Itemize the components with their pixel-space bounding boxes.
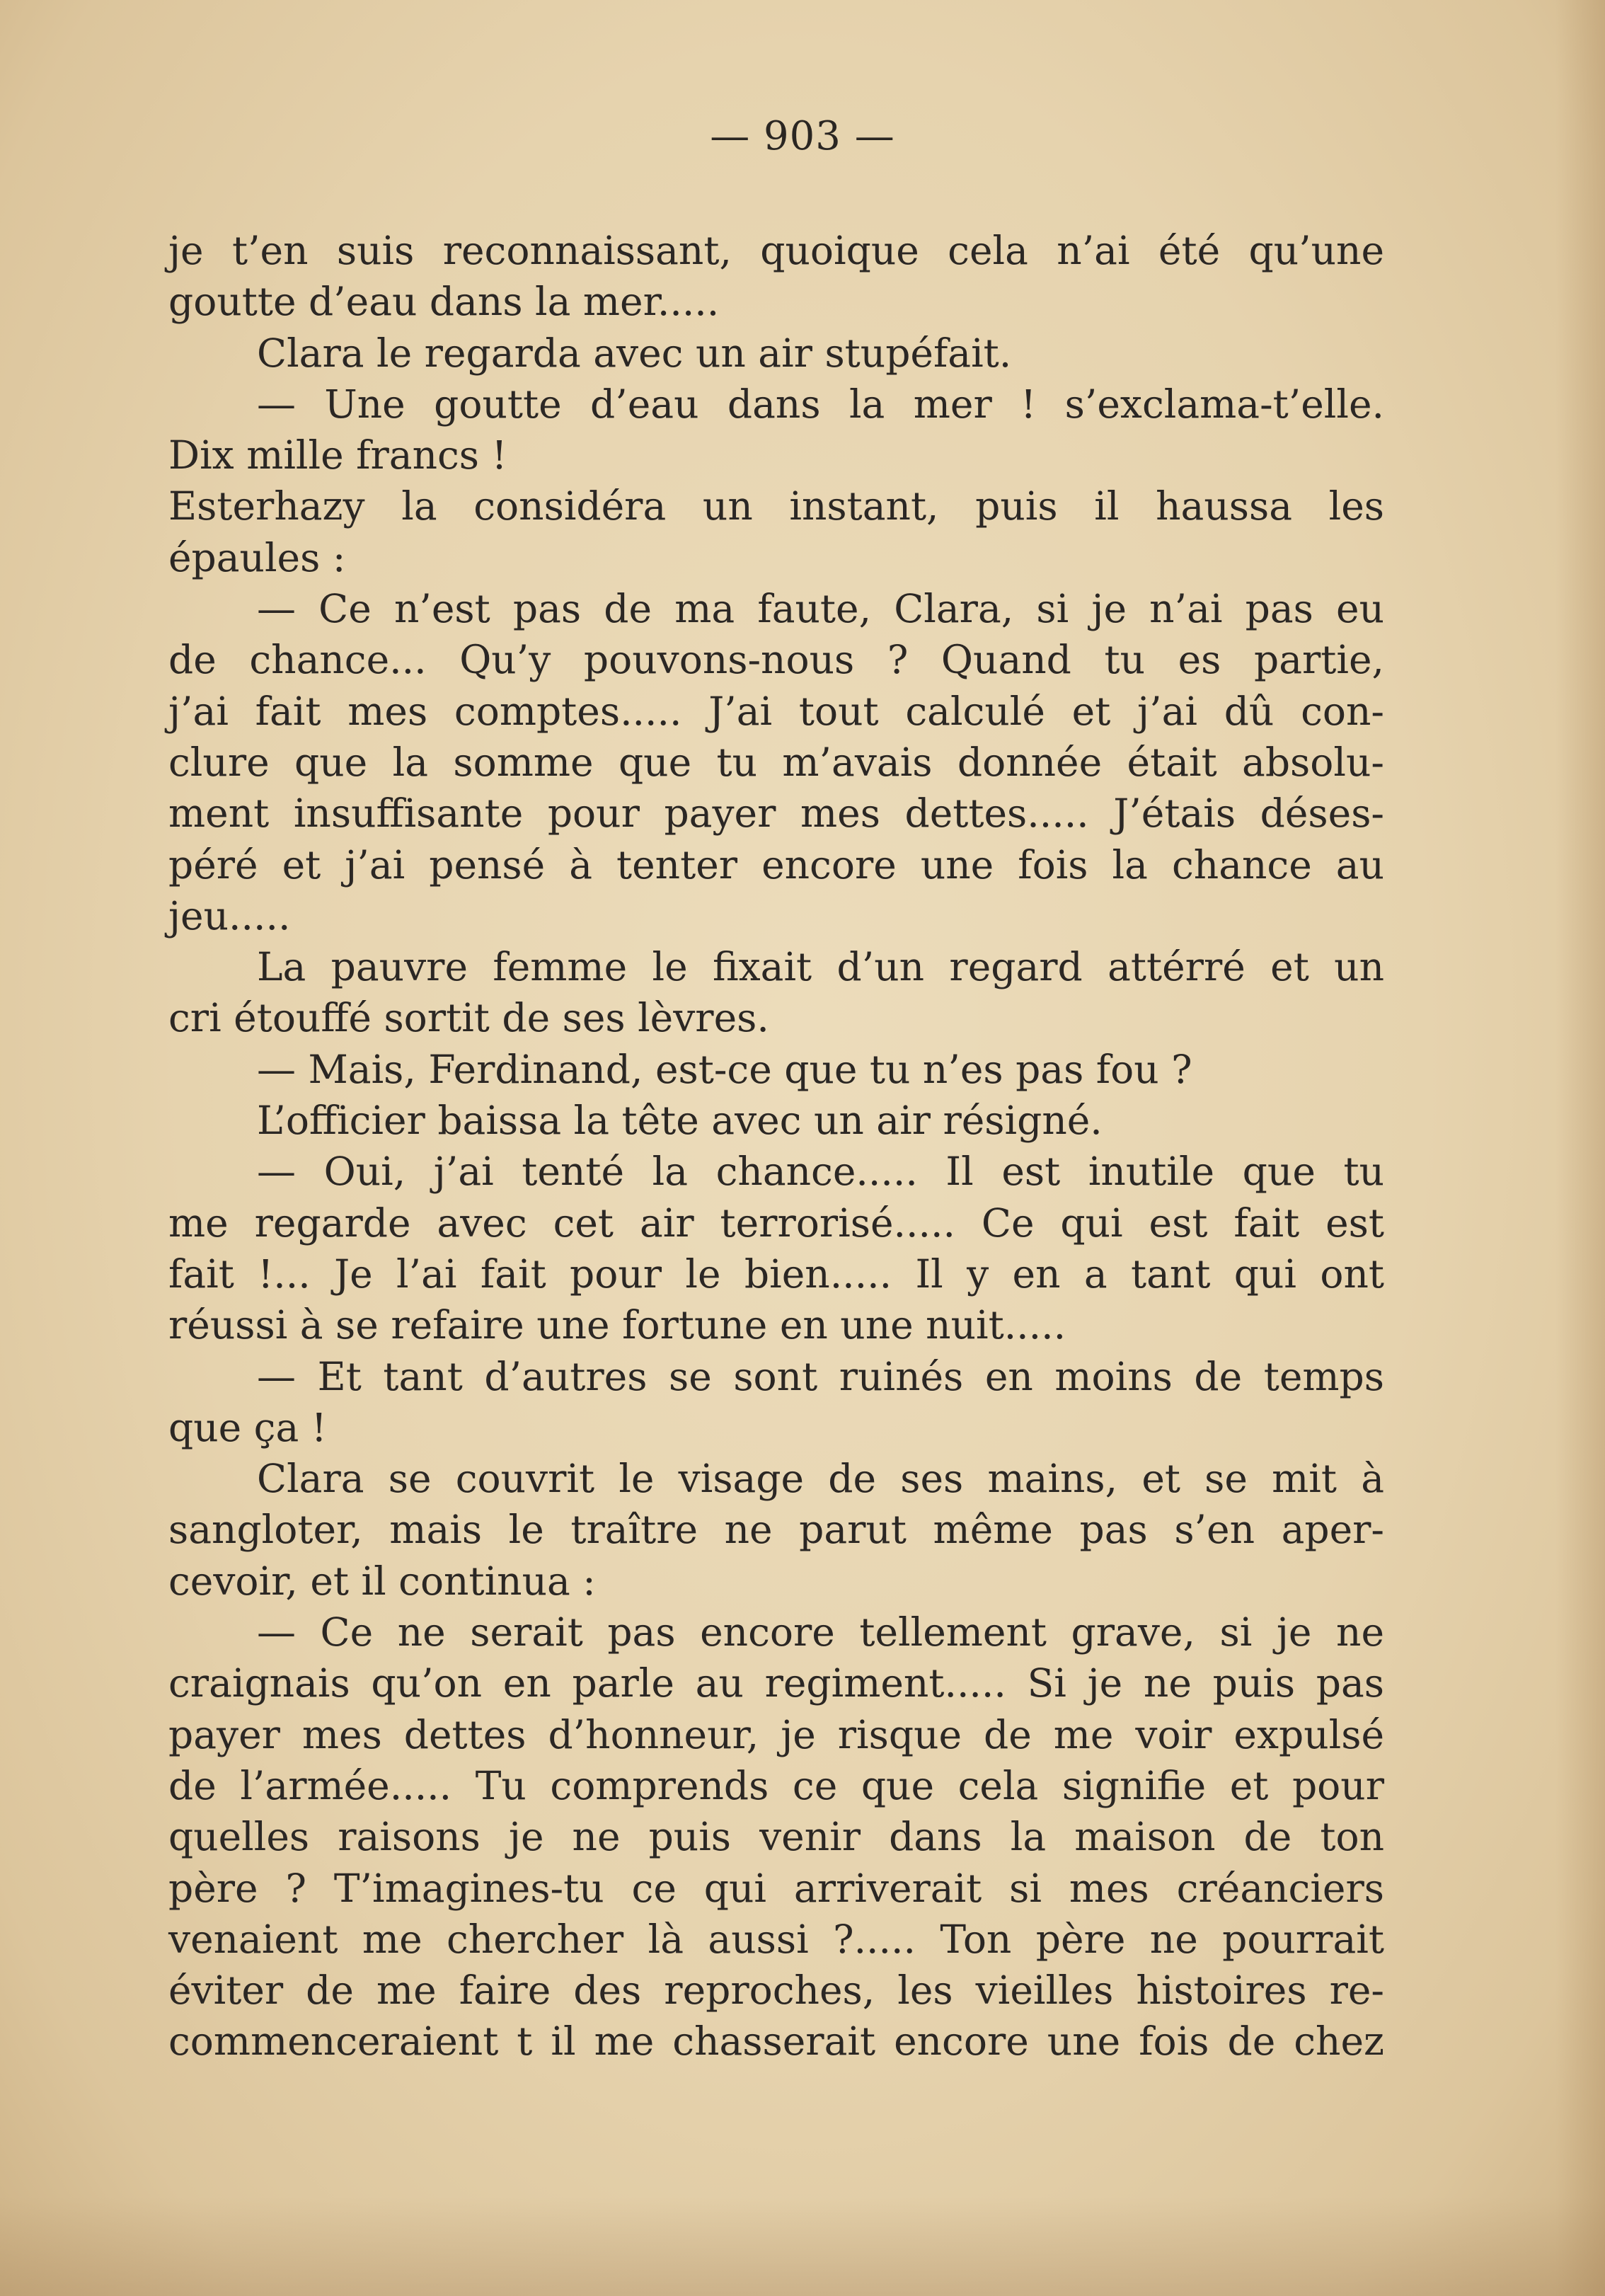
text-line: de l’armée..... Tu comprends ce que cela signifie et pour [168,1762,1384,1808]
text-line: quelles raisons je ne puis venir dans la maison de ton [168,1814,1384,1860]
text-line: commenceraient t il me chasserait encore une fois de chez [168,2019,1384,2065]
text-line: ment insuffisante pour payer mes dettes..... J’étais déses- [168,791,1384,837]
text-line: cri étouffé sortit de ses lèvres. [168,995,769,1041]
text-line: j’ai fait mes comptes..... J’ai tout calculé et j’ai dû con- [168,688,1384,734]
text-line: La pauvre femme le fixait d’un regard attérré et un [257,944,1384,990]
text-line: — Mais, Ferdinand, est-ce que tu n’es pas fou ? [257,1046,1192,1092]
text-line: éviter de me faire des reproches, les vieilles histoires re- [168,1968,1384,2014]
text-line: je t’en suis reconnaissant, quoique cela n’ai été qu’une [168,228,1384,273]
page-edge-shadow-bottom [0,2197,1605,2296]
text-line: épaules : [168,534,346,580]
text-line: sangloter, mais le traître ne parut même pas s’en aper- [168,1507,1384,1553]
text-line: — Ce n’est pas de ma faute, Clara, si je n’ai pas eu [257,586,1384,632]
page-number: — 903 — [710,113,895,159]
text-line: — Oui, j’ai tenté la chance..... Il est inutile que tu [257,1149,1384,1195]
text-line: venaient me chercher là aussi ?..... Ton père ne pourrait [168,1916,1384,1962]
text-line: Dix mille francs ! [168,432,507,478]
text-line: L’officier baissa la tête avec un air résigné. [257,1098,1103,1144]
text-line: — Ce ne serait pas encore tellement grave, si je ne [257,1609,1384,1655]
text-line: que ça ! [168,1404,327,1450]
page-edge-shadow-right [1555,0,1605,2296]
text-line: Clara se couvrit le visage de ses mains, et se mit à [257,1456,1384,1502]
text-line: — Et tant d’autres se sont ruinés en moins de temps [257,1353,1384,1399]
text-line: de chance... Qu’y pouvons-nous ? Quand tu es partie, [168,637,1384,683]
text-line: réussi à se refaire une fortune en une nuit..... [168,1302,1066,1348]
text-line: payer mes dettes d’honneur, je risque de me voir expulsé [168,1711,1384,1757]
text-line: clure que la somme que tu m’avais donnée était absolu- [168,739,1384,785]
text-line: péré et j’ai pensé à tenter encore une fois la chance au [168,842,1384,888]
text-line: Esterhazy la considéra un instant, puis il haussa les [168,483,1384,529]
text-line: goutte d’eau dans la mer..... [168,279,720,325]
text-line: père ? T’imagines-tu ce qui arriverait si mes créanciers [168,1865,1384,1911]
text-line: Clara le regarda avec un air stupéfait. [257,330,1012,376]
text-line: fait !... Je l’ai fait pour le bien..... Il y en a tant qui ont [168,1251,1384,1297]
text-line: — Une goutte d’eau dans la mer ! s’exclama-t’elle. [257,381,1384,427]
text-line: jeu..... [168,892,291,939]
body-text [168,225,1384,2067]
text-line: cevoir, et il continua : [168,1558,596,1604]
text-line: me regarde avec cet air terrorisé..... Ce qui est fait est [168,1200,1384,1246]
text-line: craignais qu’on en parle au regiment..... Si je ne puis pas [168,1660,1384,1706]
